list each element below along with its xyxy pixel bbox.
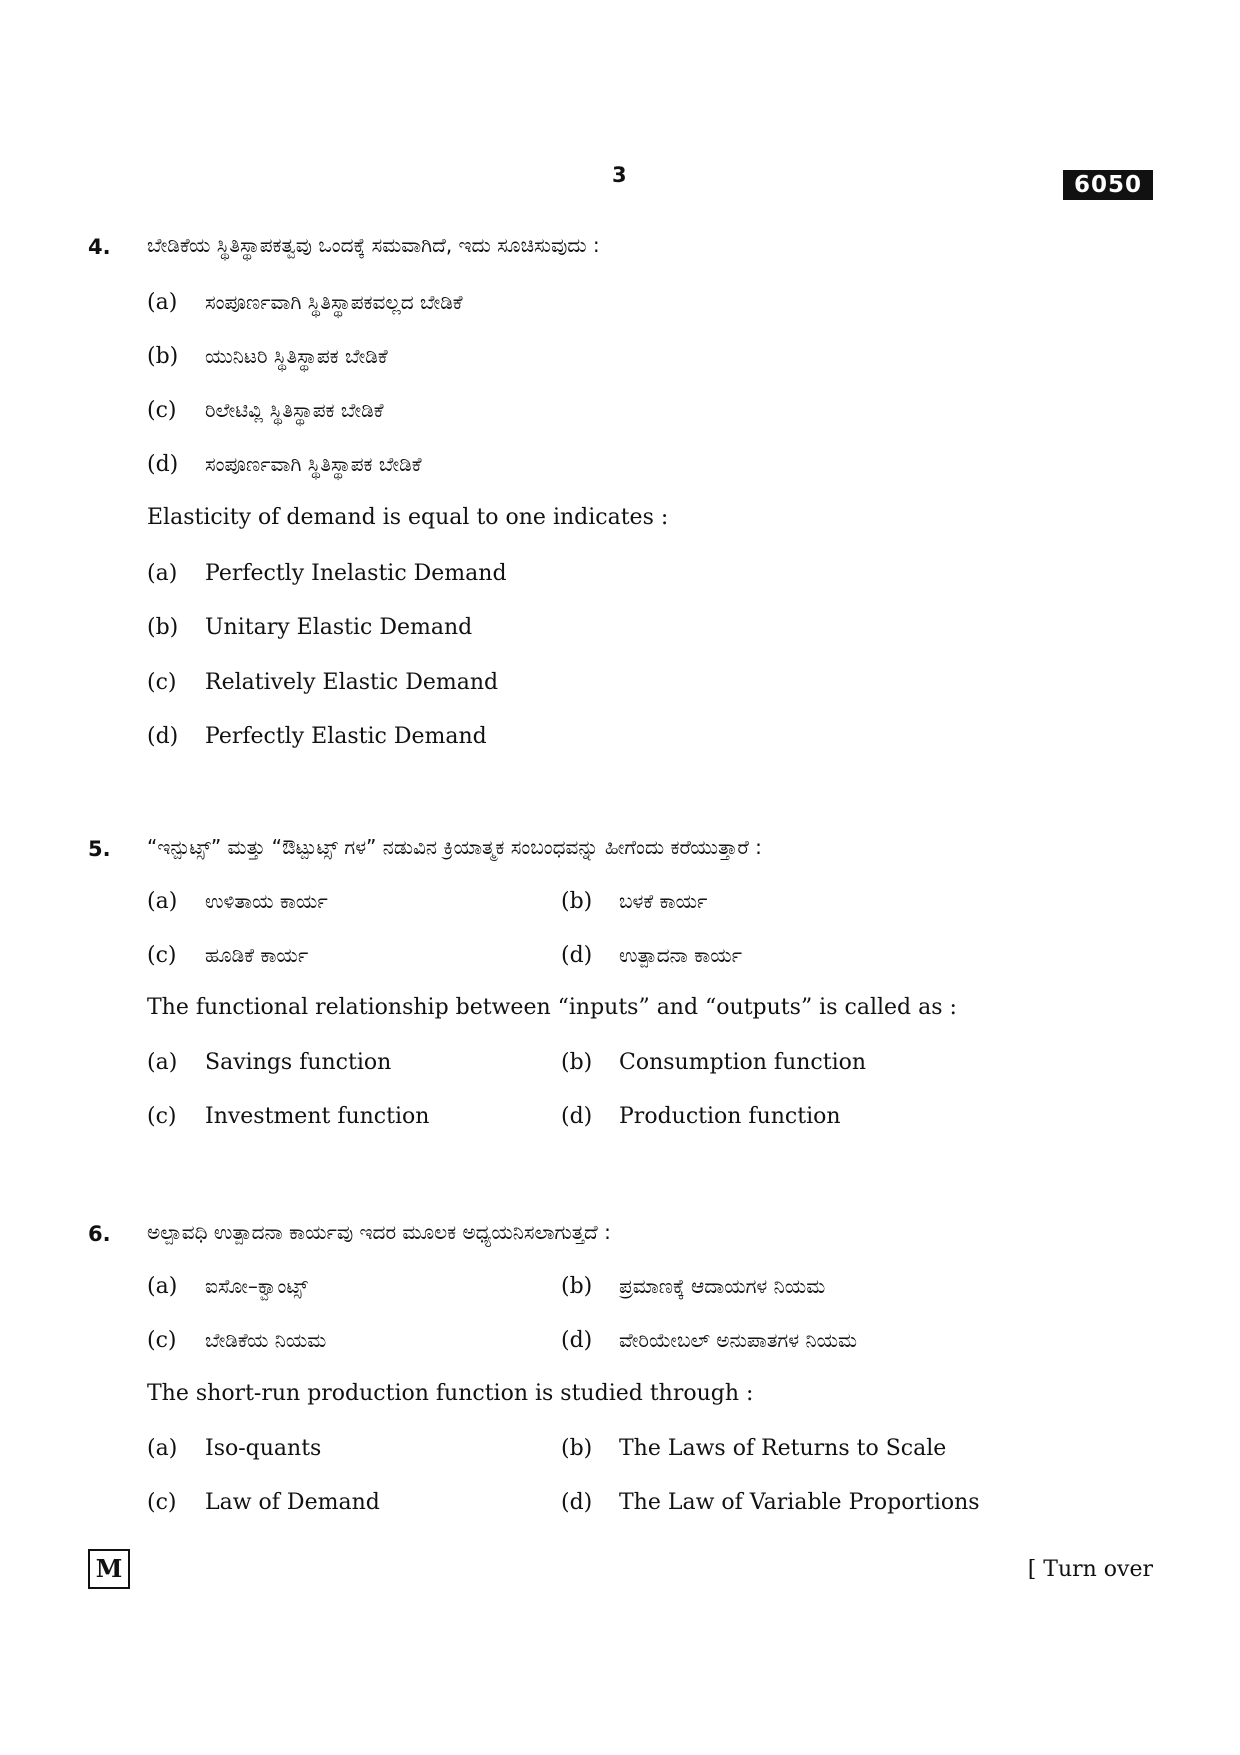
option-label: (b) bbox=[561, 1050, 593, 1075]
option-text: ರಿಲೇಟಿವ್ಲಿ ಸ್ಥಿತಿಸ್ಥಾಪಕ ಬೇಡಿಕೆ bbox=[205, 398, 384, 422]
option-label: (d) bbox=[147, 452, 179, 477]
option-item bbox=[561, 1490, 980, 1515]
option-item bbox=[147, 670, 498, 695]
option-item bbox=[147, 724, 487, 749]
option-label: (d) bbox=[561, 1104, 593, 1129]
option-item bbox=[147, 1274, 308, 1299]
kannada-question-text: ಅಲ್ಪಾವಧಿ ಉತ್ಪಾದನಾ ಕಾರ್ಯವು ಇದರ ಮೂಲಕ ಅಧ್ಯಯನಿಸಲಾಗುತ್ತದೆ : bbox=[147, 1220, 611, 1244]
option-text: Perfectly Inelastic Demand bbox=[205, 561, 507, 586]
paper-code-badge: 6050 bbox=[1063, 170, 1153, 200]
kannada-question-text: ಬೇಡಿಕೆಯ ಸ್ಥಿತಿಸ್ಥಾಪಕತ್ವವು ಒಂದಕ್ಕೆ ಸಮವಾಗಿದೆ, ಇದು ಸೂಚಿಸುವುದು : bbox=[147, 233, 600, 257]
option-item bbox=[561, 1274, 825, 1299]
option-label: (c) bbox=[147, 1328, 177, 1353]
option-item bbox=[147, 1328, 326, 1353]
option-item bbox=[561, 1328, 857, 1353]
turn-over-note: [ Turn over bbox=[1027, 1557, 1153, 1582]
english-question-text: The functional relationship between “inputs” and “outputs” is called as : bbox=[147, 995, 957, 1020]
option-text: ಸಂಪೂರ್ಣವಾಗಿ ಸ್ಥಿತಿಸ್ಥಾಪಕವಲ್ಲದ ಬೇಡಿಕೆ bbox=[205, 290, 463, 314]
kannada-question-text: “ಇನ್ಪುಟ್ಸ್” ಮತ್ತು “ಔಟ್ಪುಟ್ಸ್ ಗಳ” ನಡುವಿನ ಕ್ರಿಯಾತ್ಮಕ ಸಂಬಂಧವನ್ನು ಹೀಗೆಂದು ಕರೆಯುತ್ತಾರೆ : bbox=[147, 835, 762, 859]
option-label: (a) bbox=[147, 1274, 178, 1299]
option-label: (a) bbox=[147, 1050, 178, 1075]
option-label: (d) bbox=[561, 943, 593, 968]
option-label: (a) bbox=[147, 1436, 178, 1461]
option-label: (c) bbox=[147, 943, 177, 968]
option-item bbox=[147, 1104, 429, 1129]
option-text: ಉಳಿತಾಯ ಕಾರ್ಯ bbox=[205, 889, 328, 913]
option-label: (c) bbox=[147, 670, 177, 695]
option-text: ಸಂಪೂರ್ಣವಾಗಿ ಸ್ಥಿತಿಸ್ಥಾಪಕ ಬೇಡಿಕೆ bbox=[205, 452, 422, 476]
option-label: (a) bbox=[147, 561, 178, 586]
option-label: (b) bbox=[147, 344, 179, 369]
option-item bbox=[561, 889, 707, 914]
option-label: (b) bbox=[561, 889, 593, 914]
option-item bbox=[147, 290, 463, 315]
option-text: Consumption function bbox=[619, 1050, 867, 1075]
option-text: Unitary Elastic Demand bbox=[205, 615, 473, 640]
option-item bbox=[147, 1050, 391, 1075]
page-number: 3 bbox=[612, 163, 627, 187]
option-text: Investment function bbox=[205, 1104, 430, 1129]
english-question-text: Elasticity of demand is equal to one indicates : bbox=[147, 505, 669, 530]
option-text: ಐಸೋ–ಕ್ವಾಂಟ್ಸ್ bbox=[205, 1274, 308, 1298]
option-item bbox=[561, 943, 742, 968]
option-text: ಉತ್ಪಾದನಾ ಕಾರ್ಯ bbox=[619, 943, 743, 967]
option-label: (d) bbox=[561, 1328, 593, 1353]
option-text: Iso-quants bbox=[205, 1436, 322, 1461]
question-number: 6. bbox=[88, 1222, 111, 1246]
option-label: (d) bbox=[561, 1490, 593, 1515]
option-text: ವೇರಿಯೇಬಲ್ ಅನುಪಾತಗಳ ನಿಯಮ bbox=[619, 1328, 858, 1352]
option-item bbox=[147, 398, 384, 423]
option-item bbox=[147, 615, 472, 640]
question-number: 4. bbox=[88, 235, 111, 259]
option-label: (a) bbox=[147, 290, 178, 315]
option-item bbox=[147, 561, 507, 586]
option-text: Relatively Elastic Demand bbox=[205, 670, 499, 695]
option-label: (b) bbox=[561, 1436, 593, 1461]
option-label: (d) bbox=[147, 724, 179, 749]
option-text: ಬಳಕೆ ಕಾರ್ಯ bbox=[619, 889, 708, 913]
option-label: (a) bbox=[147, 889, 178, 914]
option-text: Savings function bbox=[205, 1050, 392, 1075]
english-question-text: The short-run production function is studied through : bbox=[147, 1381, 754, 1406]
option-text: Production function bbox=[619, 1104, 841, 1129]
option-text: ಪ್ರಮಾಣಕ್ಕೆ ಆದಾಯಗಳ ನಿಯಮ bbox=[619, 1274, 826, 1298]
option-label: (b) bbox=[147, 615, 179, 640]
option-text: ಹೂಡಿಕೆ ಕಾರ್ಯ bbox=[205, 943, 309, 967]
option-label: (c) bbox=[147, 398, 177, 423]
option-item bbox=[147, 1490, 380, 1515]
option-item bbox=[147, 1436, 321, 1461]
option-item bbox=[147, 344, 388, 369]
option-item bbox=[561, 1436, 946, 1461]
question-number: 5. bbox=[88, 837, 111, 861]
option-text: ಬೇಡಿಕೆಯ ನಿಯಮ bbox=[205, 1328, 327, 1352]
option-item bbox=[147, 452, 422, 477]
option-text: Perfectly Elastic Demand bbox=[205, 724, 487, 749]
option-text: The Laws of Returns to Scale bbox=[619, 1436, 947, 1461]
option-item bbox=[561, 1104, 841, 1129]
option-text: Law of Demand bbox=[205, 1490, 380, 1515]
m-mark-box: M bbox=[88, 1549, 130, 1589]
option-item bbox=[147, 943, 308, 968]
option-label: (c) bbox=[147, 1490, 177, 1515]
option-item bbox=[147, 889, 328, 914]
option-label: (b) bbox=[561, 1274, 593, 1299]
option-item bbox=[561, 1050, 866, 1075]
option-label: (c) bbox=[147, 1104, 177, 1129]
option-text: ಯುನಿಟರಿ ಸ್ಥಿತಿಸ್ಥಾಪಕ ಬೇಡಿಕೆ bbox=[205, 344, 388, 368]
option-text: The Law of Variable Proportions bbox=[619, 1490, 980, 1515]
